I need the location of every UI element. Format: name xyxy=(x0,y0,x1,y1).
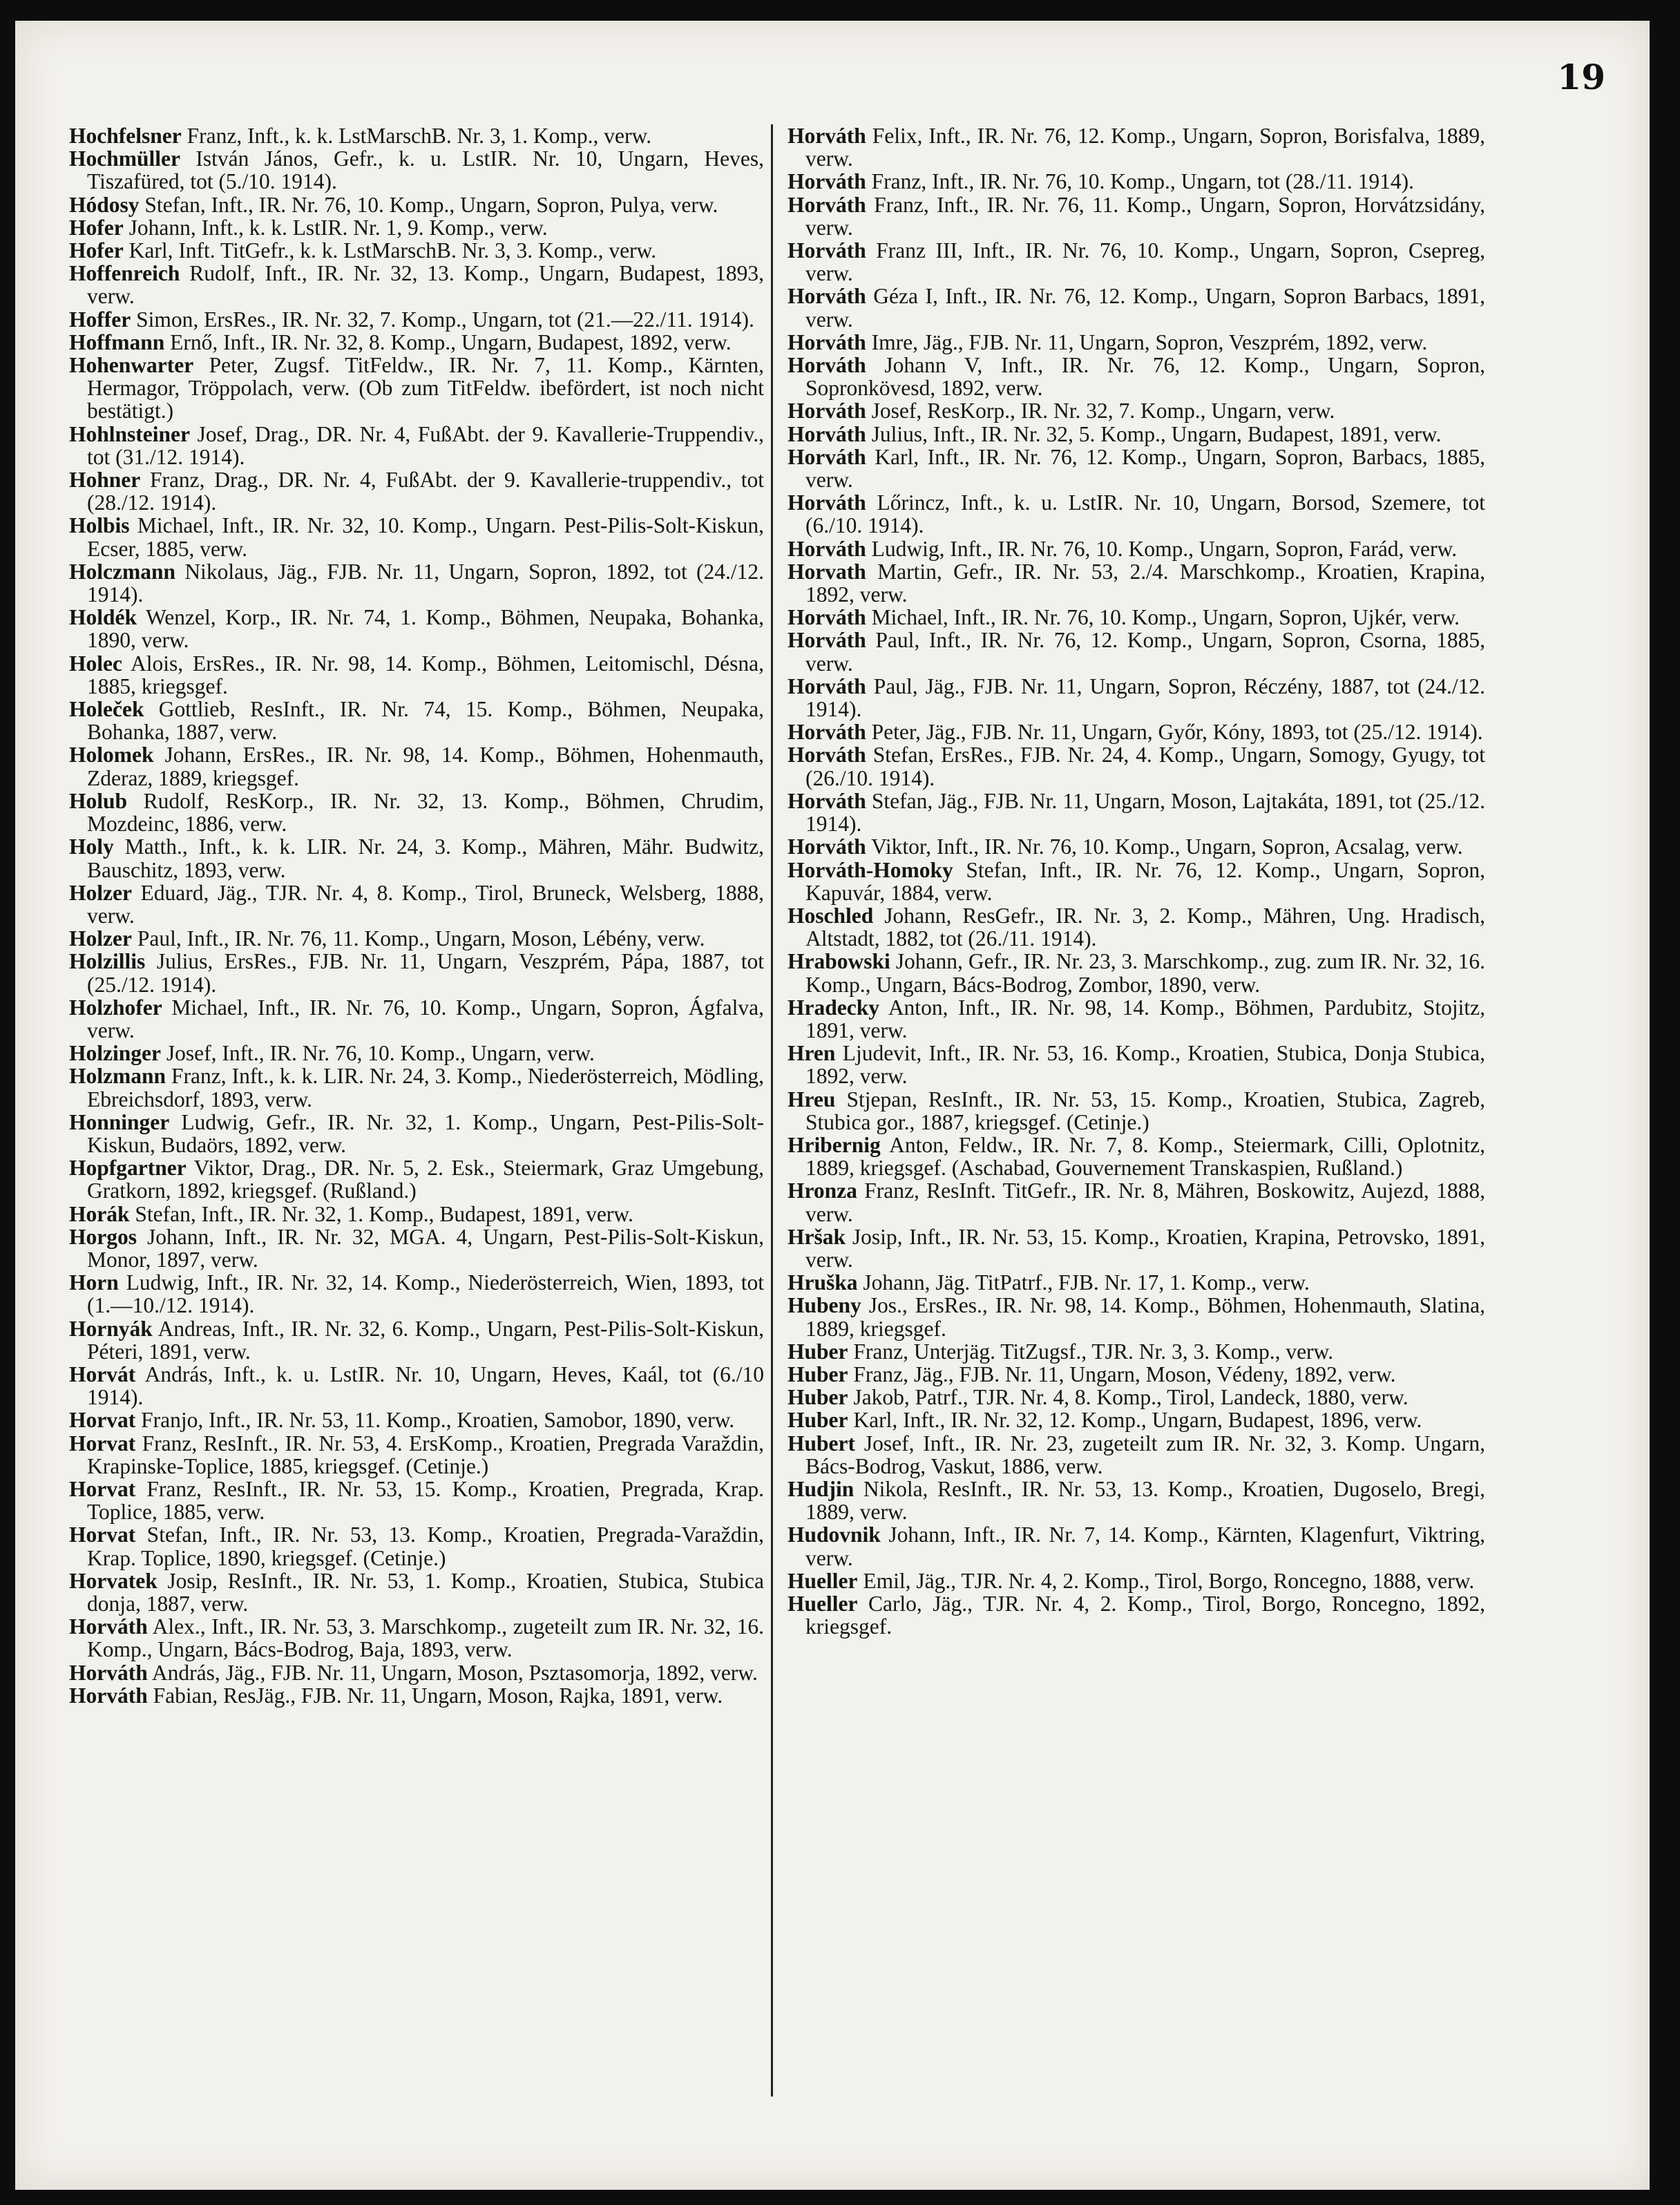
entry-details: Simon, ErsRes., IR. Nr. 32, 7. Komp., Ungarn, tot (21.—22./11. 1914). xyxy=(136,307,754,332)
entry-surname: Horváth xyxy=(788,399,866,423)
list-entry xyxy=(788,996,1485,1042)
entry-details: Franz, Inft., IR. Nr. 76, 11. Komp., Ungarn, Sopron, Horvátzsidány, verw. xyxy=(805,192,1485,240)
entry-details: Stjepan, ResInft., IR. Nr. 53, 15. Komp., Kroatien, Stubica, Zagreb, Stubica gor., 1887, kriegsgef. (Cetinje.) xyxy=(805,1087,1485,1134)
list-entry xyxy=(788,331,1485,354)
entry-details: Viktor, Inft., IR. Nr. 76, 10. Komp., Ungarn, Sopron, Acsalag, verw. xyxy=(871,834,1463,859)
entry-surname: Hreu xyxy=(788,1087,836,1111)
list-entry xyxy=(788,285,1485,330)
entry-surname: Hribernig xyxy=(788,1132,881,1157)
entry-surname: Hohner xyxy=(69,468,141,493)
entry-details: Stefan, Inft., IR. Nr. 32, 1. Komp., Budapest, 1891, verw. xyxy=(135,1201,633,1226)
entry-details: András, Inft., k. u. LstIR. Nr. 10, Ungarn, Heves, Kaál, tot (6./10 1914). xyxy=(87,1362,764,1410)
list-entry xyxy=(69,698,764,743)
entry-surname: Horvath xyxy=(788,559,866,584)
entry-surname: Horvát xyxy=(69,1362,136,1386)
entry-details: Franz, Unterjäg. TitZugsf., TJR. Nr. 3, 3. Komp., verw. xyxy=(853,1339,1334,1364)
entry-surname: Hohenwarter xyxy=(69,353,194,378)
list-entry xyxy=(788,1592,1485,1638)
entry-details: Franz, Inft., k. k. LIR. Nr. 24, 3. Komp., Niederösterreich, Mödling, Ebreichsdorf, 1893, verw. xyxy=(87,1064,765,1111)
list-entry xyxy=(69,1684,764,1707)
list-entry xyxy=(69,560,764,606)
entry-details: Ludwig, Gefr., IR. Nr. 32, 1. Komp., Ungarn, Pest-Pilis-Solt-Kiskun, Budaörs, 1892, verw. xyxy=(87,1109,765,1157)
list-entry xyxy=(69,124,764,147)
entry-surname: Horváth xyxy=(788,743,866,767)
list-entry xyxy=(788,1042,1485,1087)
entry-surname: Hoschled xyxy=(788,903,874,928)
list-entry xyxy=(788,560,1485,606)
entry-surname: Hudjin xyxy=(788,1476,855,1501)
entry-surname: Horváth xyxy=(69,1683,148,1708)
list-entry xyxy=(788,399,1485,422)
entry-surname: Holzinger xyxy=(69,1041,161,1066)
entry-surname: Hofer xyxy=(69,238,124,263)
entry-details: Franz III, Inft., IR. Nr. 76, 10. Komp., Ungarn, Sopron, Csepreg, verw. xyxy=(805,238,1485,286)
list-entry xyxy=(69,1523,764,1569)
list-entry xyxy=(69,743,764,789)
list-entry xyxy=(69,1569,764,1615)
list-entry xyxy=(788,629,1485,674)
list-entry xyxy=(69,835,764,881)
entry-details: Franz, ResInft., IR. Nr. 53, 15. Komp., Kroatien, Pregrada, Krap. Toplice, 1885, verw. xyxy=(87,1476,764,1525)
entry-details: Nikola, ResInft., IR. Nr. 53, 13. Komp., Kroatien, Dugoselo, Bregi, 1889, verw. xyxy=(805,1476,1486,1525)
list-entry xyxy=(788,1363,1485,1386)
list-entry xyxy=(69,1042,764,1065)
entry-details: Rudolf, Inft., IR. Nr. 32, 13. Komp., Ungarn, Budapest, 1893, verw. xyxy=(87,261,765,309)
entry-surname: Holzillis xyxy=(69,949,146,974)
list-entry xyxy=(788,1294,1485,1339)
entry-surname: Hofer xyxy=(69,215,124,240)
entry-details: András, Jäg., FJB. Nr. 11, Ungarn, Moson, Psztasomorja, 1892, verw. xyxy=(151,1660,758,1685)
entry-surname: Horvat xyxy=(69,1431,136,1455)
entry-surname: Hoffenreich xyxy=(69,261,180,286)
entry-surname: Horgos xyxy=(69,1224,137,1249)
entry-surname: Huber xyxy=(788,1408,848,1433)
entry-details: Anton, Feldw., IR. Nr. 7, 8. Komp., Steiermark, Cilli, Oplotnitz, 1889, kriegsgef. (Aschabad, Gouvernement Transkaspien, Rußland.) xyxy=(805,1132,1486,1181)
entry-details: Jakob, Patrf., TJR. Nr. 4, 8. Komp., Tirol, Landeck, 1880, verw. xyxy=(853,1385,1409,1410)
list-entry xyxy=(69,423,764,468)
list-entry xyxy=(69,927,764,950)
list-entry xyxy=(69,790,764,835)
entry-surname: Hochmüller xyxy=(69,146,180,171)
entry-surname: Holbis xyxy=(69,513,130,538)
entry-surname: Hoffmann xyxy=(69,330,165,354)
entry-surname: Hrabowski xyxy=(788,949,890,974)
entry-surname: Horák xyxy=(69,1201,130,1226)
list-entry xyxy=(69,354,764,423)
list-entry xyxy=(69,606,764,651)
entry-details: István János, Gefr., k. u. LstIR. Nr. 10, Ungarn, Heves, Tiszafüred, tot (5./10. 1914). xyxy=(87,146,765,194)
entry-surname: Huber xyxy=(788,1385,848,1410)
entry-surname: Horvat xyxy=(69,1522,136,1547)
entry-details: Stefan, Inft., IR. Nr. 53, 13. Komp., Kroatien, Pregrada-Varaždin, Krap. Toplice, 1890, kriegsgef. (Cetinje.) xyxy=(87,1522,765,1570)
entry-surname: Holzer xyxy=(69,926,132,951)
document-page xyxy=(15,21,1650,2190)
list-entry xyxy=(69,262,764,307)
entry-details: Franz, Inft., IR. Nr. 76, 10. Komp., Ungarn, tot (28./11. 1914). xyxy=(871,169,1414,194)
list-entry xyxy=(788,790,1485,835)
entry-surname: Horváth xyxy=(788,330,866,354)
list-entry xyxy=(69,193,764,216)
list-entry xyxy=(788,170,1485,193)
entry-details: Johann, Gefr., IR. Nr. 23, 3. Marschkomp., zug. zum IR. Nr. 32, 16. Komp., Ungarn, Bács-Bodrog, Zombor, 1890, verw. xyxy=(805,949,1485,997)
list-entry xyxy=(788,1569,1485,1592)
list-entry xyxy=(788,1340,1485,1363)
entry-details: Julius, Inft., IR. Nr. 32, 5. Komp., Ungarn, Budapest, 1891, verw. xyxy=(871,421,1442,446)
entry-details: Rudolf, ResKorp., IR. Nr. 32, 13. Komp., Böhmen, Chrudim, Mozdeinc, 1886, verw. xyxy=(87,788,764,837)
entry-details: Eduard, Jäg., TJR. Nr. 4, 8. Komp., Tirol, Bruneck, Welsberg, 1888, verw. xyxy=(87,880,764,928)
entry-details: Josef, ResKorp., IR. Nr. 32, 7. Komp., Ungarn, verw. xyxy=(871,399,1335,423)
entry-surname: Hršak xyxy=(788,1224,846,1249)
entry-surname: Holzhofer xyxy=(69,995,162,1020)
list-entry xyxy=(788,1409,1485,1431)
entry-details: Felix, Inft., IR. Nr. 76, 12. Komp., Ungarn, Sopron, Borisfalva, 1889, verw. xyxy=(805,124,1486,171)
entry-surname: Horvatek xyxy=(69,1568,158,1593)
entry-details: Johann, Inft., IR. Nr. 7, 14. Komp., Kärnten, Klagenfurt, Viktring, verw. xyxy=(805,1522,1486,1570)
list-entry xyxy=(788,1523,1485,1569)
entry-details: Emil, Jäg., TJR. Nr. 4, 2. Komp., Tirol, Borgo, Roncegno, 1888, verw. xyxy=(863,1568,1475,1593)
column-divider xyxy=(771,124,773,2097)
list-entry xyxy=(788,1179,1485,1225)
list-entry xyxy=(69,239,764,262)
entry-surname: Horváth-Homoky xyxy=(788,857,953,882)
list-entry xyxy=(69,1156,764,1202)
list-entry xyxy=(788,193,1485,239)
entry-surname: Hoffer xyxy=(69,307,131,332)
entry-surname: Holdék xyxy=(69,605,137,630)
entry-surname: Hohlnsteiner xyxy=(69,421,191,446)
entry-surname: Holec xyxy=(69,651,122,676)
entry-details: Karl, Inft., IR. Nr. 76, 12. Komp., Ungarn, Sopron, Barbacs, 1885, verw. xyxy=(805,444,1486,493)
entry-details: Franz, Jäg., FJB. Nr. 11, Ungarn, Moson, Védeny, 1892, verw. xyxy=(853,1362,1396,1386)
list-entry xyxy=(69,216,764,239)
entry-details: Michael, Inft., IR. Nr. 76, 10. Komp., Ungarn, Sopron, Ujkér, verw. xyxy=(871,605,1460,630)
entry-surname: Horváth xyxy=(788,674,866,698)
entry-surname: Holzmann xyxy=(69,1064,166,1089)
list-entry xyxy=(788,1271,1485,1294)
list-entry xyxy=(788,491,1485,537)
list-entry xyxy=(788,950,1485,995)
list-entry xyxy=(788,720,1485,743)
list-entry xyxy=(788,1432,1485,1478)
entry-details: Stefan, Inft., IR. Nr. 76, 10. Komp., Ungarn, Sopron, Pulya, verw. xyxy=(144,192,718,217)
list-entry xyxy=(69,652,764,698)
entry-details: Lőrincz, Inft., k. u. LstIR. Nr. 10, Ungarn, Borsod, Szemere, tot (6./10. 1914). xyxy=(805,490,1485,538)
entry-details: Franz, ResInft. TitGefr., IR. Nr. 8, Mähren, Boskowitz, Aujezd, 1888, verw. xyxy=(805,1178,1485,1226)
entry-details: Peter, Zugsf. TitFeldw., IR. Nr. 7, 11. Komp., Kärnten, Hermagor, Tröppolach, verw. (Ob zum TitFeldw. ibefördert, ist noch nicht bestätigt.) xyxy=(87,353,765,423)
list-entry xyxy=(69,1432,764,1478)
entry-details: Josef, Drag., DR. Nr. 4, FußAbt. der 9. Kavallerie-Truppendiv., tot (31./12. 1914). xyxy=(87,421,764,469)
entry-details: Josef, Inft., IR. Nr. 76, 10. Komp., Ungarn, verw. xyxy=(166,1041,595,1066)
entry-details: Josef, Inft., IR. Nr. 23, zugeteilt zum IR. Nr. 32, 3. Komp. Ungarn, Bács-Bodrog, Vaskut, 1886, verw. xyxy=(805,1431,1486,1478)
entry-surname: Huber xyxy=(788,1362,848,1386)
entry-details: Stefan, Inft., IR. Nr. 76, 12. Komp., Ungarn, Sopron, Kapuvár, 1884, verw. xyxy=(805,857,1485,905)
entry-surname: Horváth xyxy=(788,284,866,309)
list-entry xyxy=(788,423,1485,446)
entry-details: Martin, Gefr., IR. Nr. 53, 2./4. Marschkomp., Kroatien, Krapina, 1892, verw. xyxy=(805,559,1486,607)
entry-surname: Hornyák xyxy=(69,1316,153,1341)
entry-details: Karl, Inft. TitGefr., k. k. LstMarschB. Nr. 3, 3. Komp., verw. xyxy=(128,238,657,263)
list-entry xyxy=(69,881,764,927)
list-entry xyxy=(69,331,764,354)
entry-details: Jos., ErsRes., IR. Nr. 98, 14. Komp., Böhmen, Hohenmauth, Slatina, 1889, kriegsgef. xyxy=(805,1293,1486,1341)
entry-surname: Hueller xyxy=(788,1592,858,1616)
entry-surname: Hudovnik xyxy=(788,1522,881,1547)
entry-surname: Horváth xyxy=(788,490,866,515)
entry-details: Matth., Inft., k. k. LIR. Nr. 24, 3. Komp., Mähren, Mähr. Budwitz, Bauschitz, 1893, verw. xyxy=(87,834,764,882)
entry-surname: Holzer xyxy=(69,880,132,905)
entry-details: Stefan, Jäg., FJB. Nr. 11, Ungarn, Moson, Lajtakáta, 1891, tot (25./12. 1914). xyxy=(805,788,1486,837)
list-entry xyxy=(69,996,764,1042)
entry-details: Wenzel, Korp., IR. Nr. 74, 1. Komp., Böhmen, Neupaka, Bohanka, 1890, verw. xyxy=(87,605,764,653)
entry-surname: Hódosy xyxy=(69,192,140,217)
list-entry xyxy=(788,859,1485,904)
entry-surname: Hubeny xyxy=(788,1293,861,1318)
entry-surname: Horváth xyxy=(788,720,866,745)
entry-surname: Horváth xyxy=(788,124,866,148)
entry-surname: Hren xyxy=(788,1041,836,1066)
list-entry xyxy=(69,1409,764,1431)
entry-surname: Horváth xyxy=(788,536,866,561)
list-entry xyxy=(69,1111,764,1156)
entry-details: Paul, Jäg., FJB. Nr. 11, Ungarn, Sopron, Réczény, 1887, tot (24./12. 1914). xyxy=(805,674,1485,722)
entry-details: Alois, ErsRes., IR. Nr. 98, 14. Komp., Böhmen, Leitomischl, Désna, 1885, kriegsgef. xyxy=(87,651,765,698)
entry-surname: Holy xyxy=(69,834,114,859)
list-entry xyxy=(69,1271,764,1317)
entry-details: Karl, Inft., IR. Nr. 32, 12. Komp., Ungarn, Budapest, 1896, verw. xyxy=(853,1408,1422,1433)
entry-details: Paul, Inft., IR. Nr. 76, 12. Komp., Ungarn, Sopron, Csorna, 1885, verw. xyxy=(805,628,1486,676)
entry-surname: Hruška xyxy=(788,1270,858,1295)
list-entry xyxy=(69,1317,764,1363)
entry-details: Franz, Drag., DR. Nr. 4, FußAbt. der 9. Kavallerie-truppendiv., tot (28./12. 1914). xyxy=(87,468,764,515)
page-number: 19 xyxy=(1557,57,1605,97)
entry-surname: Horváth xyxy=(788,605,866,630)
entry-surname: Hronza xyxy=(788,1178,857,1203)
entry-details: Géza I, Inft., IR. Nr. 76, 12. Komp., Ungarn, Sopron Barbacs, 1891, verw. xyxy=(805,284,1486,332)
entry-details: Franjo, Inft., IR. Nr. 53, 11. Komp., Kroatien, Samobor, 1890, verw. xyxy=(141,1408,735,1433)
entry-surname: Horváth xyxy=(788,169,866,194)
list-entry xyxy=(69,1225,764,1271)
entry-details: Josip, ResInft., IR. Nr. 53, 1. Komp., Kroatien, Stubica, Stubica donja, 1887, verw. xyxy=(87,1568,764,1616)
list-entry xyxy=(788,1134,1485,1179)
entry-details: Johann V, Inft., IR. Nr. 76, 12. Komp., Ungarn, Sopron, Sopronkövesd, 1892, verw. xyxy=(805,353,1485,401)
entry-details: Johann, ErsRes., IR. Nr. 98, 14. Komp., Böhmen, Hohenmauth, Zderaz, 1889, kriegsgef. xyxy=(87,743,765,790)
entry-surname: Huber xyxy=(788,1339,848,1364)
entry-details: Josip, Inft., IR. Nr. 53, 15. Komp., Kroatien, Krapina, Petrovsko, 1891, verw. xyxy=(805,1224,1486,1272)
entry-surname: Holeček xyxy=(69,697,144,722)
list-entry xyxy=(69,147,764,193)
list-entry xyxy=(69,308,764,331)
list-entry xyxy=(69,468,764,514)
entry-details: Gottlieb, ResInft., IR. Nr. 74, 15. Komp., Böhmen, Neupaka, Bohanka, 1887, verw. xyxy=(87,697,764,745)
right-column xyxy=(788,124,1485,1638)
entry-surname: Horvat xyxy=(69,1408,136,1433)
entry-details: Michael, Inft., IR. Nr. 32, 10. Komp., Ungarn. Pest-Pilis-Solt-Kiskun, Ecser, 1885, verw. xyxy=(87,513,765,561)
entry-surname: Honninger xyxy=(69,1109,170,1134)
entry-surname: Horn xyxy=(69,1270,119,1295)
entry-surname: Horvat xyxy=(69,1476,136,1501)
entry-details: Alex., Inft., IR. Nr. 53, 3. Marschkomp., zugeteilt zum IR. Nr. 32, 16. Komp., Ungarn, Bács-Bodrog, Baja, 1893, verw. xyxy=(87,1614,764,1662)
list-entry xyxy=(69,950,764,995)
entry-surname: Horváth xyxy=(788,353,866,378)
list-entry xyxy=(788,1478,1485,1523)
entry-details: Michael, Inft., IR. Nr. 76, 10. Komp., Ungarn, Sopron, Ágfalva, verw. xyxy=(87,995,764,1042)
entry-details: Franz, ResInft., IR. Nr. 53, 4. ErsKomp., Kroatien, Pregrada Varaždin, Krapinske-Toplice, 1885, kriegsgef. (Cetinje.) xyxy=(87,1431,764,1478)
list-entry xyxy=(69,1203,764,1225)
list-entry xyxy=(69,1661,764,1684)
entry-details: Ludwig, Inft., IR. Nr. 76, 10. Komp., Ungarn, Sopron, Farád, verw. xyxy=(871,536,1458,561)
list-entry xyxy=(788,124,1485,170)
entry-surname: Horváth xyxy=(788,238,866,263)
list-entry xyxy=(788,446,1485,491)
list-entry xyxy=(69,1615,764,1661)
entry-details: Johann, Inft., IR. Nr. 32, MGA. 4, Ungarn, Pest-Pilis-Solt-Kiskun, Monor, 1897, verw. xyxy=(87,1224,764,1272)
entry-surname: Hueller xyxy=(788,1568,858,1593)
left-column xyxy=(69,124,764,1707)
list-entry xyxy=(788,606,1485,629)
entry-details: Imre, Jäg., FJB. Nr. 11, Ungarn, Sopron, Veszprém, 1892, verw. xyxy=(871,330,1428,354)
entry-details: Paul, Inft., IR. Nr. 76, 11. Komp., Ungarn, Moson, Lébény, verw. xyxy=(137,926,705,951)
list-entry xyxy=(69,1363,764,1409)
entry-details: Ludwig, Inft., IR. Nr. 32, 14. Komp., Niederösterreich, Wien, 1893, tot (1.—10./12. 1914). xyxy=(87,1270,765,1318)
entry-surname: Holczmann xyxy=(69,559,175,584)
list-entry xyxy=(788,239,1485,285)
entry-details: Johann, Inft., k. k. LstIR. Nr. 1, 9. Komp., verw. xyxy=(128,215,548,240)
entry-surname: Horváth xyxy=(69,1614,148,1639)
entry-details: Ernő, Inft., IR. Nr. 32, 8. Komp., Ungarn, Budapest, 1892, verw. xyxy=(170,330,732,354)
entry-details: Johann, ResGefr., IR. Nr. 3, 2. Komp., Mähren, Ung. Hradisch, Altstadt, 1882, tot (26./11. 1914). xyxy=(805,903,1485,951)
entry-details: Franz, Inft., k. k. LstMarschB. Nr. 3, 1. Komp., verw. xyxy=(187,124,652,148)
entry-surname: Hopfgartner xyxy=(69,1156,187,1181)
entry-surname: Horváth xyxy=(788,628,866,653)
list-entry xyxy=(788,835,1485,858)
entry-details: Fabian, ResJäg., FJB. Nr. 11, Ungarn, Moson, Rajka, 1891, verw. xyxy=(153,1683,723,1708)
list-entry xyxy=(788,537,1485,560)
entry-surname: Hradecky xyxy=(788,995,879,1020)
list-entry xyxy=(788,1088,1485,1134)
entry-surname: Horváth xyxy=(788,444,866,469)
entry-details: Julius, ErsRes., FJB. Nr. 11, Ungarn, Veszprém, Pápa, 1887, tot (25./12. 1914). xyxy=(87,949,765,997)
list-entry xyxy=(788,354,1485,399)
entry-surname: Horváth xyxy=(788,421,866,446)
list-entry xyxy=(788,743,1485,789)
entry-details: Viktor, Drag., DR. Nr. 5, 2. Esk., Steiermark, Graz Umgebung, Gratkorn, 1892, kriegsgef. (Rußland.) xyxy=(87,1156,764,1203)
entry-surname: Hubert xyxy=(788,1431,855,1455)
entry-surname: Horváth xyxy=(788,192,866,217)
list-entry xyxy=(69,1065,764,1110)
list-entry xyxy=(788,1225,1485,1271)
entry-surname: Hochfelsner xyxy=(69,124,182,148)
entry-details: Nikolaus, Jäg., FJB. Nr. 11, Ungarn, Sopron, 1892, tot (24./12. 1914). xyxy=(87,559,765,607)
list-entry xyxy=(69,1478,764,1523)
list-entry xyxy=(788,675,1485,720)
entry-surname: Holub xyxy=(69,788,128,813)
entry-details: Ljudevit, Inft., IR. Nr. 53, 16. Komp., Kroatien, Stubica, Donja Stubica, 1892, verw. xyxy=(805,1041,1486,1089)
entry-details: Johann, Jäg. TitPatrf., FJB. Nr. 17, 1. Komp., verw. xyxy=(863,1270,1310,1295)
list-entry xyxy=(788,904,1485,950)
entry-details: Stefan, ErsRes., FJB. Nr. 24, 4. Komp., Ungarn, Somogy, Gyugy, tot (26./10. 1914). xyxy=(805,743,1486,790)
entry-surname: Horváth xyxy=(69,1660,148,1685)
entry-surname: Horváth xyxy=(788,788,866,813)
entry-details: Carlo, Jäg., TJR. Nr. 4, 2. Komp., Tirol, Borgo, Roncegno, 1892, kriegsgef. xyxy=(805,1592,1485,1639)
entry-details: Peter, Jäg., FJB. Nr. 11, Ungarn, Győr, Kóny, 1893, tot (25./12. 1914). xyxy=(871,720,1483,745)
entry-surname: Horváth xyxy=(788,834,866,859)
entry-details: Andreas, Inft., IR. Nr. 32, 6. Komp., Ungarn, Pest-Pilis-Solt-Kiskun, Péteri, 1891, verw. xyxy=(87,1316,765,1364)
entry-details: Anton, Inft., IR. Nr. 98, 14. Komp., Böhmen, Pardubitz, Stojitz, 1891, verw. xyxy=(805,995,1485,1042)
list-entry xyxy=(788,1386,1485,1409)
entry-surname: Holomek xyxy=(69,743,154,767)
list-entry xyxy=(69,514,764,560)
